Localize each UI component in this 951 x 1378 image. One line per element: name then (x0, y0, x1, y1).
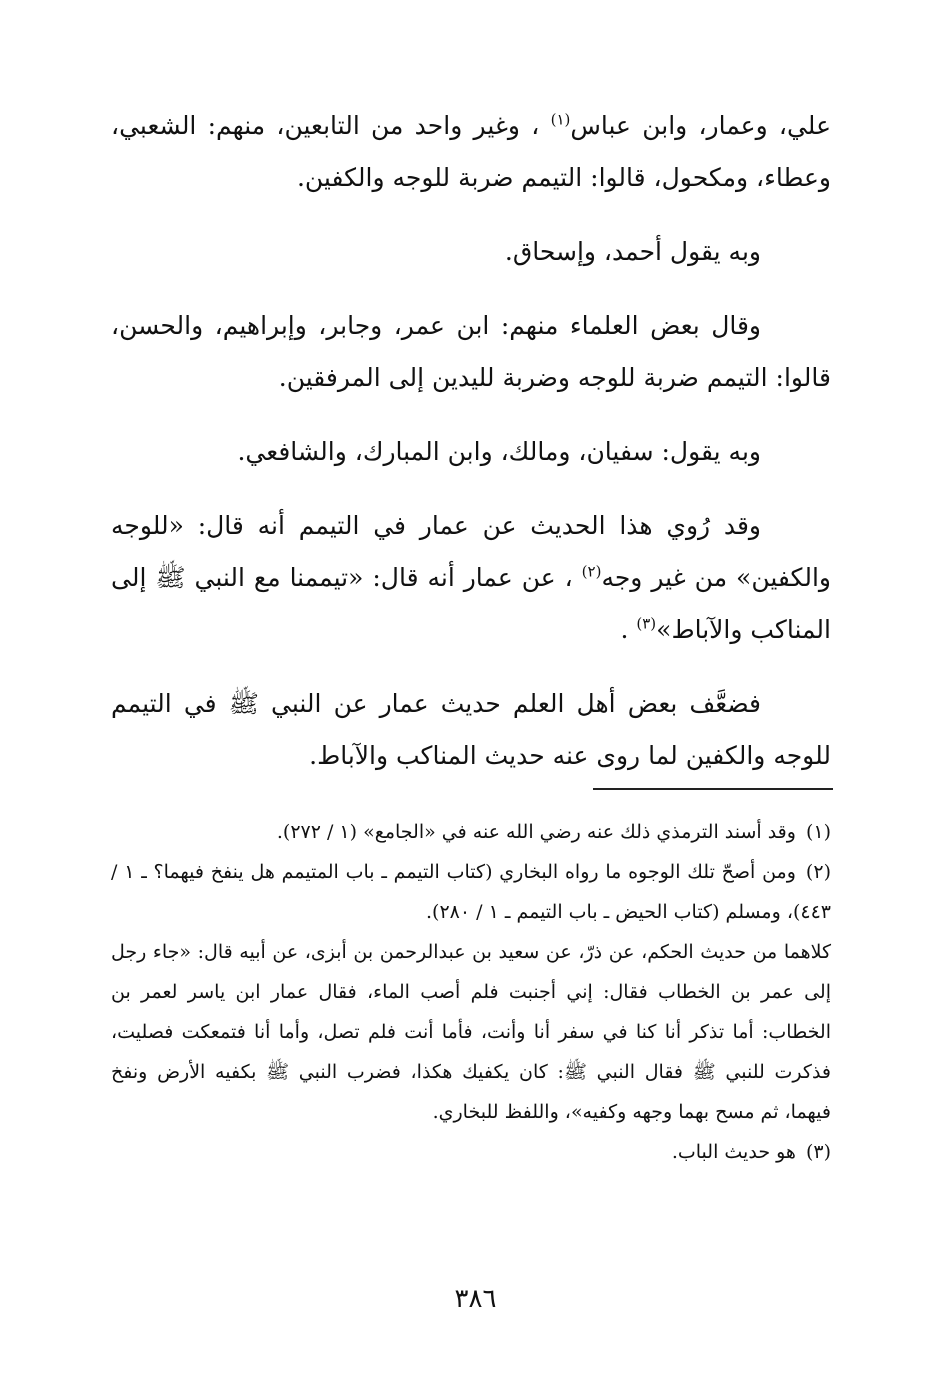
footnote-ref-1: (١) (550, 110, 571, 129)
footnote-ref-2: (٢) (581, 562, 602, 581)
footnote-3 (111, 1132, 831, 1172)
page-number: ٣٨٦ (454, 1284, 497, 1314)
paragraph-4: وبه يقول: سفيان، ومالك، وابن المبارك، والشافعي. (237, 437, 761, 466)
paragraph-2: وبه يقول أحمد، وإسحاق. (504, 237, 761, 266)
paragraph-5 (111, 500, 831, 656)
paragraph-5-part-a: وقد رُوي هذا الحديث عن عمار في التيمم أنه قال: «للوجه والكفين» من غير وجه (111, 511, 831, 592)
footnote-3-number: (٣) (805, 1141, 831, 1163)
footnote-2-number: (٢) (805, 861, 831, 883)
footnote-1 (111, 812, 831, 852)
paragraph-1 (111, 100, 831, 204)
paragraph-1-part-b: ، وغير واحد من التابعين، منهم: الشعبي، وعطاء، ومكحول، قالوا: التيمم ضربة للوجه والكفين. (111, 111, 831, 192)
paragraph-5-part-b: ، عن عمار أنه قال: «تيممنا مع النبي ﷺ إلى المناكب والآباط» (111, 563, 831, 644)
paragraph-3: وقال بعض العلماء منهم: ابن عمر، وجابر، وإبراهيم، والحسن، قالوا: التيمم ضربة للوجه وضربة لليدين إلى المرفقين. (111, 311, 831, 392)
footnote-2 (111, 852, 831, 932)
footnote-1-text: وقد أسند الترمذي ذلك عنه رضي الله عنه في «الجامع» (١ / ٢٧٢). (276, 821, 796, 843)
footnote-2-continuation: كلاهما من حديث الحكم، عن ذرّ، عن سعيد بن عبدالرحمن بن أبزى، عن أبيه قال: «جاء رجل إلى عمر بن الخطاب فقال: إني أجنبت فلم أصب الماء، فقال عمار ابن ياسر لعمر بن الخطاب: أما تذكر أنا كنا في سفر أنا وأنت، فأما أنت فلم تصل، وأما أنا فتمعكت فصليت، فذكرت للنبي ﷺ فقال النبي ﷺ: كان يكفيك هكذا، فضرب النبي ﷺ بكفيه الأرض ونفخ فيهما، ثم مسح بهما وجهه وكفيه»، واللفظ للبخاري. (111, 941, 831, 1123)
paragraph-6: فضعَّف بعض أهل العلم حديث عمار عن النبي ﷺ في التيمم للوجه والكفين لما روى عنه حديث المناكب والآباط. (111, 689, 831, 770)
footnote-2-text: ومن أصحّ تلك الوجوه ما رواه البخاري (كتاب التيمم ـ باب المتيمم هل ينفخ فيهما؟ ـ ١ / ٤٤٣)، ومسلم (كتاب الحيض ـ باب التيمم ـ ١ / ٢٨٠). (111, 861, 831, 923)
paragraph-5-part-c: . (620, 615, 637, 644)
footnote-ref-3: (٣) (636, 614, 657, 633)
paragraph-1-part-a: علي، وعمار، وابن عباس (570, 111, 831, 140)
footnote-3-text: هو حديث الباب. (671, 1141, 796, 1163)
footnote-1-number: (١) (805, 821, 831, 843)
main-text-block (111, 100, 831, 804)
footnotes-block (111, 812, 831, 1172)
footnote-separator (593, 788, 833, 790)
